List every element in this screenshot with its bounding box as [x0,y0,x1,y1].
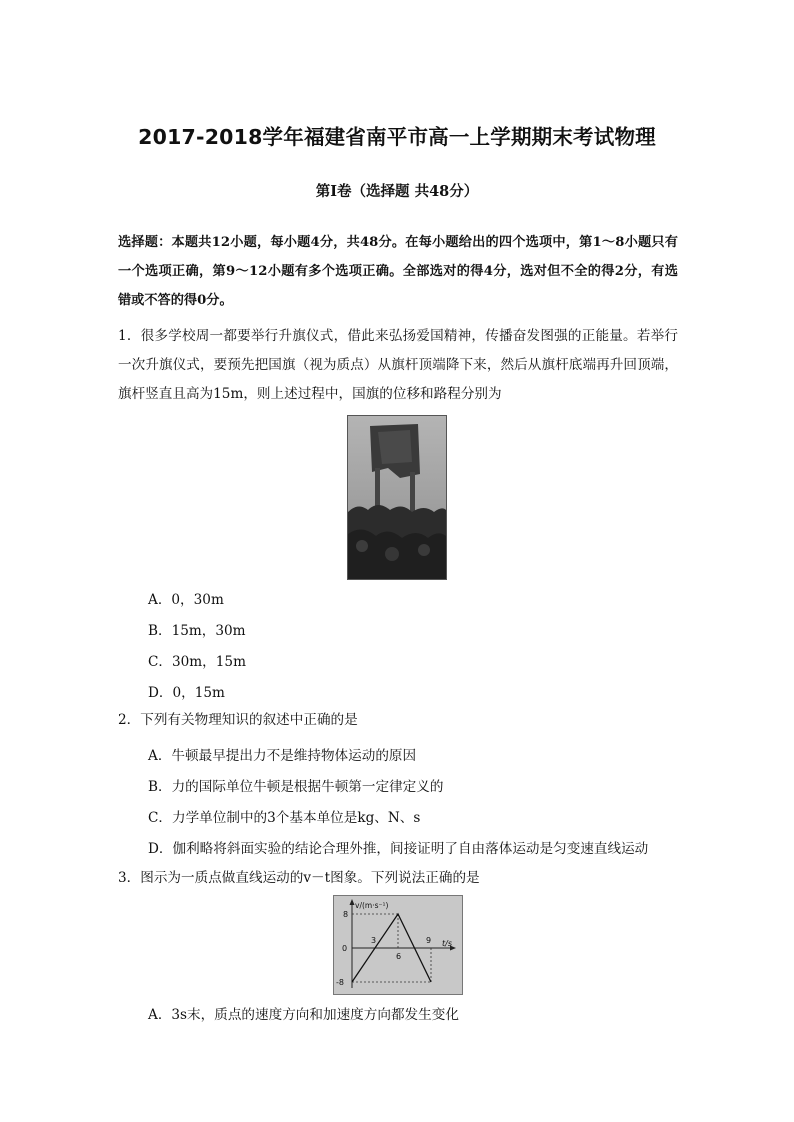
flagpole-photo-graphic [348,416,446,579]
question-2-option-d: D．伽利略将斜面实验的结论合理外推，间接证明了自由落体运动是匀变速直线运动 [148,841,649,857]
question-1-option-b: B．15m，30m [148,623,246,639]
question-2-option-b: B．力的国际单位牛顿是根据牛顿第一定律定义的 [148,779,444,795]
vt-graph-y-top-label: 8 [343,910,349,919]
question-3-stem: 3．图示为一质点做直线运动的v－t图象。下列说法正确的是 [118,870,480,886]
question-1-option-a: A．0，30m [148,592,224,608]
vt-graph-x-label: t/s [442,939,452,948]
vt-graph [333,895,463,995]
vt-graph-y-label: v/(m·s⁻¹) [355,901,389,910]
vt-graph-y-bottom-label: -8 [336,978,344,987]
question-2-option-c: C．力学单位制中的3个基本单位是kg、N、s [148,810,421,826]
instructions-paragraph: 选择题：本题共12小题，每小题4分，共48分。在每小题给出的四个选项中，第1～8小题只有一个选项正确，第9～12小题有多个选项正确。全部选对的得4分，选对但不全的得2分，有选错或不答的得0分。 [118,235,678,308]
vt-graph-y-arrow [350,899,355,905]
section-heading: 第I卷（选择题 共48分） [315,183,479,200]
question-1-option-c: C．30m，15m [148,654,246,670]
flagpole-photo [347,415,447,580]
question-1-stem: 1．很多学校周一都要举行升旗仪式，借此来弘扬爱国精神，传播奋发图强的正能量。若举行一次升旗仪式，要预先把国旗（视为质点）从旗杆顶端降下来，然后从旗杆底端再升回顶端，旗杆竖直且高为15m，则上述过程中，国旗的位移和路程分别为 [118,328,678,402]
question-3-option-a: A．3s末，质点的速度方向和加速度方向都发生变化 [148,1007,459,1023]
question-1-option-d: D．0，15m [148,685,225,701]
question-2-stem: 2．下列有关物理知识的叙述中正确的是 [118,712,358,728]
vt-graph-x-label-3: 3 [371,936,377,945]
vt-graph-svg [334,896,462,994]
vt-graph-x-label-6: 6 [396,952,402,961]
document-title: 2017-2018学年福建省南平市高一上学期期末考试物理 [138,125,656,149]
question-2-option-a: A．牛顿最早提出力不是维持物体运动的原因 [148,748,417,764]
vt-graph-origin-label: 0 [342,944,348,953]
vt-graph-x-label-9: 9 [426,936,432,945]
